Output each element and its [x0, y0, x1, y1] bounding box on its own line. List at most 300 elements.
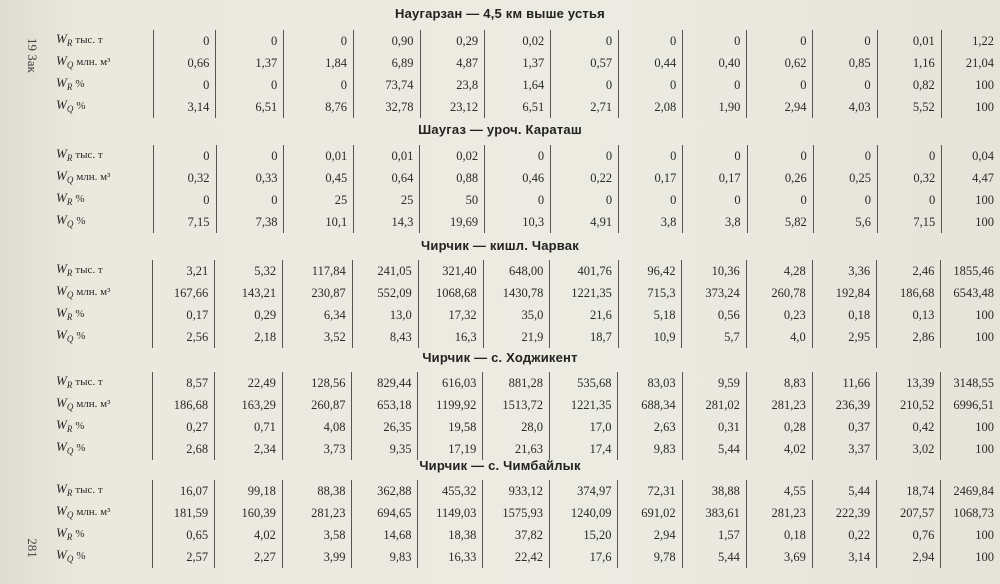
table-cell: 4,55: [746, 480, 812, 502]
table-cell: 0,33: [216, 167, 284, 189]
variable-subscript: Q: [66, 219, 74, 229]
table-cell: 18,7: [550, 326, 619, 348]
table-cell: 6,89: [354, 52, 420, 74]
variable-subscript: Q: [66, 402, 74, 412]
table-cell: 128,56: [282, 372, 352, 394]
variable-subscript: R: [66, 153, 73, 163]
table-row: [56, 30, 1000, 52]
table-cell: 16,07: [152, 480, 214, 502]
table-cell: 0: [216, 145, 284, 167]
table-cell: 1,90: [683, 96, 747, 118]
table-cell: 0,71: [215, 416, 283, 438]
table-cell: 28,0: [483, 416, 550, 438]
unit-label: %: [76, 330, 86, 342]
table-cell: 14,3: [354, 211, 420, 233]
row-label: [56, 282, 152, 304]
table-cell: 535,68: [550, 372, 618, 394]
table-cell: 1,37: [485, 52, 551, 74]
table-cell: 0: [284, 30, 354, 52]
table-cell: 73,74: [354, 74, 420, 96]
table-cell: 374,97: [550, 480, 618, 502]
row-label: [56, 52, 154, 74]
table-row: [56, 189, 1000, 211]
table-cell: 0,25: [813, 167, 877, 189]
table-row: [56, 502, 1000, 524]
table-cell: 4,02: [746, 438, 812, 460]
table-cell: 207,57: [877, 502, 941, 524]
table-cell: 0,04: [942, 145, 1000, 167]
table-cell: 0,85: [813, 52, 877, 74]
table-cell: 1221,35: [550, 282, 619, 304]
table-cell: 552,09: [352, 282, 418, 304]
table-cell: 100: [941, 416, 1000, 438]
table-cell: 100: [941, 438, 1000, 460]
table-cell: 0: [813, 145, 877, 167]
table-cell: 3,21: [152, 260, 214, 282]
table-cell: 5,44: [682, 438, 746, 460]
table-cell: 236,39: [812, 394, 876, 416]
table-row: [56, 326, 1000, 348]
variable-symbol: W: [56, 417, 67, 432]
table-cell: 17,32: [418, 304, 483, 326]
table-cell: 100: [941, 326, 1000, 348]
variable-symbol: W: [56, 525, 67, 540]
page-number: 281: [25, 538, 40, 558]
unit-label: тыс. т: [75, 376, 103, 388]
table-cell: 1,37: [216, 52, 284, 74]
section-title: Шаугаз — уроч. Караташ: [418, 122, 582, 137]
table-cell: 4,08: [282, 416, 352, 438]
unit-label: %: [76, 550, 86, 562]
row-label: [56, 372, 152, 394]
table-cell: 2,46: [877, 260, 941, 282]
table-cell: 881,28: [483, 372, 550, 394]
table-cell: 0,01: [354, 145, 420, 167]
table-cell: 383,61: [682, 502, 746, 524]
table-cell: 0,40: [683, 52, 747, 74]
data-table: [56, 145, 1000, 233]
data-table: [56, 480, 1000, 568]
row-label: [56, 96, 154, 118]
table-cell: 0,17: [152, 304, 214, 326]
section-title: Чирчик — с. Чимбайлык: [419, 458, 581, 473]
table-cell: 17,19: [418, 438, 483, 460]
table-cell: 26,35: [352, 416, 418, 438]
table-cell: 0: [551, 145, 619, 167]
unit-label: млн. м³: [76, 56, 111, 68]
table-cell: 0,28: [746, 416, 812, 438]
table-cell: 6,51: [216, 96, 284, 118]
table-cell: 1068,68: [418, 282, 483, 304]
table-cell: 100: [942, 211, 1000, 233]
table-cell: 0: [747, 30, 813, 52]
table-cell: 1855,46: [941, 260, 1000, 282]
table-cell: 0: [216, 189, 284, 211]
variable-symbol: W: [56, 146, 67, 161]
table-cell: 2,86: [877, 326, 941, 348]
table-row: [56, 394, 1000, 416]
variable-subscript: R: [66, 38, 73, 48]
table-cell: 0: [683, 189, 747, 211]
table-cell: 210,52: [877, 394, 941, 416]
variable-subscript: Q: [66, 290, 74, 300]
table-cell: 5,18: [618, 304, 682, 326]
table-cell: 2,94: [877, 546, 941, 568]
data-table: [56, 30, 1000, 118]
variable-subscript: Q: [66, 554, 74, 564]
unit-label: млн. м³: [76, 506, 111, 518]
table-cell: 3,73: [282, 438, 352, 460]
table-cell: 3,36: [812, 260, 876, 282]
table-cell: 0,31: [682, 416, 746, 438]
table-cell: 401,76: [550, 260, 619, 282]
table-cell: 25: [354, 189, 420, 211]
table-cell: 0: [813, 74, 877, 96]
table-cell: 691,02: [618, 502, 682, 524]
table-cell: 5,52: [877, 96, 941, 118]
variable-subscript: Q: [66, 175, 74, 185]
unit-label: %: [75, 420, 85, 432]
table-cell: 0,01: [877, 30, 941, 52]
variable-symbol: W: [56, 503, 67, 518]
table-cell: 6,51: [485, 96, 551, 118]
table-cell: 2,18: [215, 326, 283, 348]
table-cell: 186,68: [877, 282, 941, 304]
table-cell: 186,68: [152, 394, 214, 416]
table-cell: 3,14: [154, 96, 216, 118]
variable-symbol: W: [56, 97, 67, 112]
table-cell: 3,8: [619, 211, 683, 233]
table-cell: 0,65: [152, 524, 214, 546]
table-cell: 688,34: [618, 394, 682, 416]
table-cell: 1,16: [877, 52, 941, 74]
table-cell: 6543,48: [941, 282, 1000, 304]
table-cell: 0,29: [420, 30, 485, 52]
page-margin-mark: 19 Зак: [25, 38, 40, 73]
table-cell: 0: [551, 30, 619, 52]
table-cell: 9,59: [682, 372, 746, 394]
table-cell: 17,6: [550, 546, 618, 568]
table-cell: 2,94: [618, 524, 682, 546]
table-cell: 0,46: [485, 167, 551, 189]
variable-symbol: W: [56, 75, 67, 90]
table-cell: 0: [154, 30, 216, 52]
table-cell: 0,18: [812, 304, 876, 326]
unit-label: %: [76, 442, 86, 454]
table-cell: 14,68: [352, 524, 418, 546]
table-cell: 0,37: [812, 416, 876, 438]
table-cell: 13,39: [877, 372, 941, 394]
table-cell: 0: [877, 145, 941, 167]
table-cell: 23,12: [420, 96, 485, 118]
table-cell: 1,22: [941, 30, 1000, 52]
table-cell: 829,44: [352, 372, 418, 394]
row-label: [56, 394, 152, 416]
table-cell: 0: [284, 74, 354, 96]
unit-label: тыс. т: [75, 149, 103, 161]
table-cell: 1068,73: [941, 502, 1000, 524]
row-label: [56, 74, 154, 96]
table-cell: 88,38: [282, 480, 352, 502]
table-cell: 5,82: [747, 211, 813, 233]
table-cell: 17,4: [550, 438, 618, 460]
table-cell: 9,83: [352, 546, 418, 568]
table-cell: 0,22: [551, 167, 619, 189]
row-label: [56, 167, 154, 189]
table-cell: 100: [941, 304, 1000, 326]
table-cell: 3148,55: [941, 372, 1000, 394]
table-cell: 5,32: [215, 260, 283, 282]
table-cell: 0: [813, 30, 877, 52]
table-cell: 0,56: [682, 304, 746, 326]
table-cell: 10,3: [485, 211, 551, 233]
table-cell: 4,02: [215, 524, 283, 546]
table-cell: 9,78: [618, 546, 682, 568]
row-label: [56, 260, 152, 282]
table-cell: 16,33: [418, 546, 483, 568]
table-cell: 281,02: [682, 394, 746, 416]
table-cell: 0,90: [354, 30, 420, 52]
table-cell: 8,43: [352, 326, 418, 348]
table-cell: 0: [619, 189, 683, 211]
table-row: [56, 167, 1000, 189]
unit-label: млн. м³: [76, 398, 111, 410]
table-row: [56, 74, 1000, 96]
table-cell: 1,64: [485, 74, 551, 96]
table-cell: 0: [619, 74, 683, 96]
table-cell: 0: [619, 145, 683, 167]
table-cell: 1513,72: [483, 394, 550, 416]
table-cell: 21,9: [483, 326, 550, 348]
table-cell: 2,95: [812, 326, 876, 348]
table-cell: 0,45: [284, 167, 354, 189]
table-cell: 281,23: [746, 394, 812, 416]
table-cell: 2469,84: [941, 480, 1000, 502]
table-row: [56, 304, 1000, 326]
table-cell: 362,88: [352, 480, 418, 502]
table-cell: 3,14: [812, 546, 876, 568]
table-cell: 0,32: [154, 167, 216, 189]
table-cell: 18,74: [877, 480, 941, 502]
row-label: [56, 326, 152, 348]
table-cell: 2,08: [619, 96, 683, 118]
table-row: [56, 480, 1000, 502]
row-label: [56, 30, 154, 52]
table-cell: 2,71: [551, 96, 619, 118]
table-row: [56, 546, 1000, 568]
table-cell: 6996,51: [941, 394, 1000, 416]
variable-subscript: R: [66, 312, 73, 322]
table-cell: 2,63: [618, 416, 682, 438]
variable-symbol: W: [56, 31, 67, 46]
table-cell: 160,39: [215, 502, 283, 524]
table-cell: 616,03: [418, 372, 483, 394]
table-cell: 0,57: [551, 52, 619, 74]
table-row: [56, 145, 1000, 167]
table-cell: 99,18: [215, 480, 283, 502]
row-label: [56, 304, 152, 326]
table-cell: 25: [284, 189, 354, 211]
table-cell: 3,8: [683, 211, 747, 233]
table-row: [56, 211, 1000, 233]
table-cell: 222,39: [812, 502, 876, 524]
variable-subscript: R: [66, 82, 73, 92]
variable-symbol: W: [56, 53, 67, 68]
table-cell: 3,99: [282, 546, 352, 568]
unit-label: тыс. т: [75, 484, 103, 496]
table-cell: 0,27: [152, 416, 214, 438]
table-cell: 5,7: [682, 326, 746, 348]
table-cell: 0,66: [154, 52, 216, 74]
table-cell: 143,21: [215, 282, 283, 304]
table-cell: 2,68: [152, 438, 214, 460]
table-cell: 1430,78: [483, 282, 550, 304]
table-cell: 10,36: [682, 260, 746, 282]
table-cell: 0,22: [812, 524, 876, 546]
unit-label: %: [75, 78, 85, 90]
table-cell: 5,6: [813, 211, 877, 233]
table-cell: 0: [154, 189, 216, 211]
table-cell: 2,94: [747, 96, 813, 118]
table-cell: 10,9: [618, 326, 682, 348]
table-row: [56, 260, 1000, 282]
variable-subscript: R: [66, 380, 73, 390]
section-title: Наугарзан — 4,5 км выше устья: [395, 6, 605, 21]
variable-symbol: W: [56, 190, 67, 205]
row-label: [56, 145, 154, 167]
variable-subscript: R: [66, 532, 73, 542]
table-cell: 0,23: [746, 304, 812, 326]
section-title: Чирчик — кишл. Чарвак: [421, 238, 579, 253]
variable-symbol: W: [56, 261, 67, 276]
table-cell: 4,47: [942, 167, 1000, 189]
table-row: [56, 52, 1000, 74]
variable-subscript: R: [66, 488, 73, 498]
table-cell: 72,31: [618, 480, 682, 502]
table-cell: 0: [747, 145, 813, 167]
table-cell: 1,84: [284, 52, 354, 74]
table-cell: 0,17: [683, 167, 747, 189]
table-cell: 0: [747, 74, 813, 96]
table-cell: 4,91: [551, 211, 619, 233]
table-row: [56, 438, 1000, 460]
data-table: [56, 260, 1000, 348]
table-cell: 281,23: [746, 502, 812, 524]
table-cell: 321,40: [418, 260, 483, 282]
table-cell: 2,57: [152, 546, 214, 568]
row-label: [56, 416, 152, 438]
table-cell: 0,64: [354, 167, 420, 189]
table-cell: 1199,92: [418, 394, 483, 416]
table-cell: 0: [485, 145, 551, 167]
table-cell: 715,3: [618, 282, 682, 304]
table-cell: 9,83: [618, 438, 682, 460]
variable-symbol: W: [56, 212, 67, 227]
table-cell: 181,59: [152, 502, 214, 524]
table-cell: 21,63: [483, 438, 550, 460]
row-label: [56, 438, 152, 460]
table-cell: 163,29: [215, 394, 283, 416]
table-cell: 648,00: [483, 260, 550, 282]
table-cell: 260,87: [282, 394, 352, 416]
table-cell: 167,66: [152, 282, 214, 304]
table-cell: 22,42: [483, 546, 550, 568]
table-cell: 0: [485, 189, 551, 211]
row-label: [56, 211, 154, 233]
table-cell: 4,28: [746, 260, 812, 282]
table-cell: 38,88: [682, 480, 746, 502]
table-cell: 23,8: [420, 74, 485, 96]
variable-symbol: W: [56, 439, 67, 454]
table-cell: 260,78: [746, 282, 812, 304]
variable-subscript: R: [66, 424, 73, 434]
variable-symbol: W: [56, 305, 67, 320]
table-cell: 0,44: [619, 52, 683, 74]
table-cell: 1240,09: [550, 502, 618, 524]
row-label: [56, 502, 152, 524]
table-cell: 0: [551, 74, 619, 96]
row-label: [56, 480, 152, 502]
table-cell: 100: [941, 74, 1000, 96]
table-cell: 4,03: [813, 96, 877, 118]
table-cell: 1149,03: [418, 502, 483, 524]
table-cell: 7,15: [154, 211, 216, 233]
table-cell: 2,56: [152, 326, 214, 348]
variable-subscript: R: [66, 268, 73, 278]
table-cell: 0: [877, 189, 941, 211]
table-cell: 373,24: [682, 282, 746, 304]
unit-label: %: [75, 308, 85, 320]
table-cell: 3,52: [283, 326, 353, 348]
table-cell: 1,57: [682, 524, 746, 546]
table-cell: 230,87: [283, 282, 353, 304]
data-table: [56, 372, 1000, 460]
table-cell: 100: [941, 546, 1000, 568]
table-cell: 0: [619, 30, 683, 52]
table-cell: 22,49: [215, 372, 283, 394]
table-cell: 0: [683, 30, 747, 52]
table-cell: 8,57: [152, 372, 214, 394]
table-cell: 653,18: [352, 394, 418, 416]
variable-symbol: W: [56, 327, 67, 342]
table-cell: 17,0: [550, 416, 618, 438]
table-cell: 5,44: [682, 546, 746, 568]
table-cell: 0: [683, 145, 747, 167]
variable-symbol: W: [56, 481, 67, 496]
table-cell: 7,38: [216, 211, 284, 233]
table-cell: 0,62: [747, 52, 813, 74]
table-cell: 3,69: [746, 546, 812, 568]
variable-subscript: Q: [66, 104, 74, 114]
table-cell: 35,0: [483, 304, 550, 326]
table-cell: 933,12: [483, 480, 550, 502]
table-cell: 2,27: [215, 546, 283, 568]
table-cell: 0,82: [877, 74, 941, 96]
table-cell: 0,42: [877, 416, 941, 438]
table-cell: 100: [942, 189, 1000, 211]
unit-label: млн. м³: [76, 171, 111, 183]
table-row: [56, 524, 1000, 546]
unit-label: млн. м³: [76, 286, 111, 298]
unit-label: %: [75, 193, 85, 205]
table-cell: 21,6: [550, 304, 619, 326]
table-cell: 11,66: [812, 372, 876, 394]
table-cell: 0,17: [619, 167, 683, 189]
table-cell: 16,3: [418, 326, 483, 348]
table-cell: 0: [154, 145, 216, 167]
unit-label: тыс. т: [75, 264, 103, 276]
table-cell: 4,87: [420, 52, 485, 74]
